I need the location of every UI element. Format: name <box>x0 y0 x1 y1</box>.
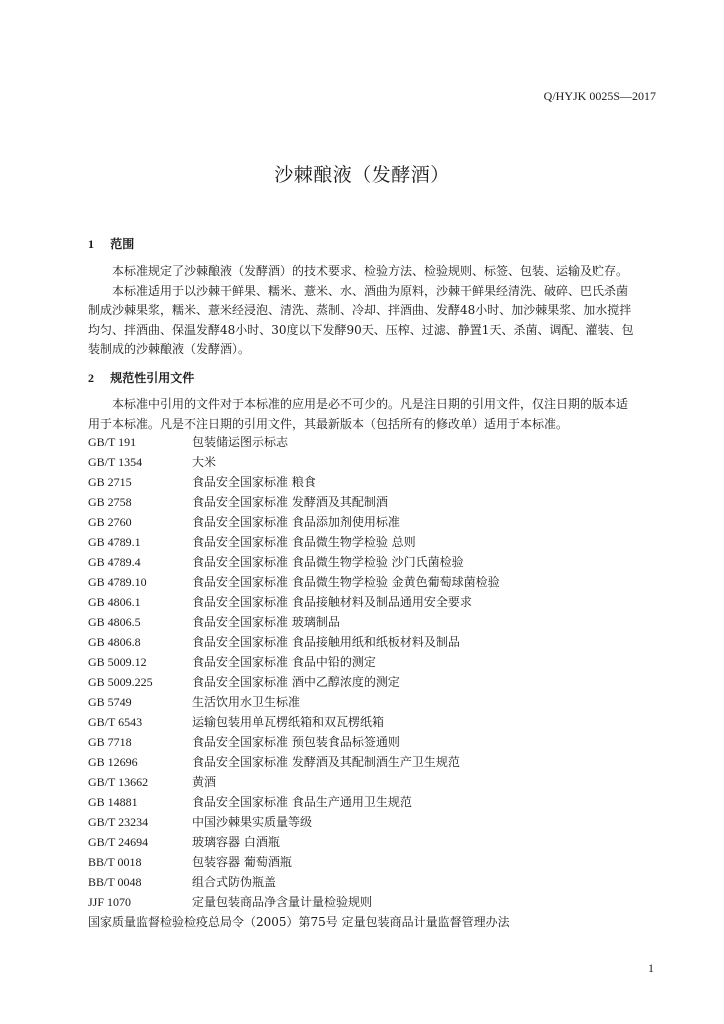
reference-code: GB/T 191 <box>88 435 137 449</box>
reference-row <box>88 812 668 832</box>
section-2-line: 本标准中引用的文件对于本标准的应用是必不可少的。凡是注日期的引用文件，仅注日期的版本适 <box>112 397 629 411</box>
reference-row <box>88 572 668 592</box>
reference-code: GB/T 23234 <box>88 815 149 829</box>
reference-title: 包装储运图示标志 <box>192 435 289 449</box>
reference-row <box>88 532 668 552</box>
reference-row <box>88 732 668 752</box>
section-1-line: 制成沙棘果浆，糯米、薏米经浸泡、清洗、蒸制、冷却、拌酒曲、发酵48小时、加沙棘果浆、加水搅拌 <box>88 303 632 317</box>
reference-title: 黄酒 <box>192 775 217 789</box>
reference-row <box>88 712 668 732</box>
document-title: 沙棘酿液（发酵酒） <box>274 164 450 186</box>
reference-title: 生活饮用水卫生标准 <box>192 695 301 709</box>
reference-row <box>88 612 668 632</box>
reference-code: GB 5009.12 <box>88 655 147 669</box>
reference-row <box>88 892 668 912</box>
reference-code: GB 4806.5 <box>88 615 141 629</box>
reference-code: GB/T 1354 <box>88 455 143 469</box>
reference-row <box>88 652 668 672</box>
reference-title: 包装容器 葡萄酒瓶 <box>192 855 292 869</box>
reference-code: GB 4806.8 <box>88 635 141 649</box>
reference-title: 食品安全国家标准 食品生产通用卫生规范 <box>192 795 412 809</box>
reference-code: GB 2758 <box>88 495 132 509</box>
reference-title: 食品安全国家标准 粮食 <box>192 475 316 489</box>
reference-title: 食品安全国家标准 食品微生物学检验 金黄色葡萄球菌检验 <box>192 575 500 589</box>
reference-code: JJF 1070 <box>88 895 132 909</box>
reference-row <box>88 692 668 712</box>
reference-title: 组合式防伪瓶盖 <box>192 875 277 889</box>
reference-code: GB 5749 <box>88 695 132 709</box>
reference-row <box>88 832 668 852</box>
reference-row <box>88 632 668 652</box>
section-2-heading <box>88 369 194 386</box>
section-2-body <box>88 395 656 434</box>
section-1-line: 装制成的沙棘酿液（发酵酒）。 <box>88 342 251 356</box>
reference-row <box>88 512 668 532</box>
reference-code: GB 2760 <box>88 515 132 529</box>
reference-code: GB 4806.1 <box>88 595 141 609</box>
reference-title: 食品安全国家标准 发酵酒及其配制酒生产卫生规范 <box>192 755 460 769</box>
reference-code: GB/T 24694 <box>88 835 149 849</box>
section-2-line: 用于本标准。凡是不注日期的引用文件，其最新版本（包括所有的修改单）适用于本标准。 <box>88 416 569 431</box>
section-1-line: 本标准规定了沙棘酿液（发酵酒）的技术要求、检验方法、检验规则、标签、包装、运输及贮存。 <box>112 264 629 278</box>
reference-title: 食品安全国家标准 发酵酒及其配制酒 <box>192 495 388 509</box>
reference-row <box>88 772 668 792</box>
reference-code: GB 7718 <box>88 735 132 749</box>
reference-code: GB 4789.4 <box>88 555 141 569</box>
reference-row <box>88 672 668 692</box>
section-1-title: 范围 <box>110 237 135 251</box>
reference-title: 食品安全国家标准 玻璃制品 <box>192 615 340 629</box>
reference-title: 食品安全国家标准 食品接触用纸和纸板材料及制品 <box>192 635 460 649</box>
reference-row <box>88 852 668 872</box>
reference-title: 玻璃容器 白酒瓶 <box>192 835 280 849</box>
reference-row <box>88 452 668 472</box>
reference-title: 中国沙棘果实质量等级 <box>192 815 313 829</box>
reference-code: BB/T 0018 <box>88 855 142 869</box>
reference-row <box>88 592 668 612</box>
reference-code: GB 4789.10 <box>88 575 147 589</box>
section-1-heading <box>88 235 134 252</box>
section-1-number: 1 <box>88 237 94 251</box>
reference-title: 食品安全国家标准 食品添加剂使用标准 <box>192 515 400 529</box>
reference-row <box>88 872 668 892</box>
section-1-line: 均匀、拌酒曲、保温发酵48小时、30度以下发酵90天、压榨、过滤、静置1天、杀菌、调配、灌装、包 <box>88 322 634 337</box>
reference-title: 食品安全国家标准 预包装食品标签通则 <box>192 735 400 749</box>
reference-full-line: 国家质量监督检验检疫总局令（2005）第75号 定量包装商品计量监督管理办法 <box>88 915 510 929</box>
reference-row <box>88 792 668 812</box>
reference-row <box>88 472 668 492</box>
reference-title: 运输包装用单瓦楞纸箱和双瓦楞纸箱 <box>192 715 385 729</box>
reference-code: BB/T 0048 <box>88 875 142 889</box>
section-1-body <box>88 262 656 360</box>
reference-title: 食品安全国家标准 食品微生物学检验 总则 <box>192 535 416 549</box>
normative-references-list <box>88 432 668 932</box>
reference-row <box>88 752 668 772</box>
reference-code: GB 2715 <box>88 475 132 489</box>
reference-code: GB/T 6543 <box>88 715 143 729</box>
reference-code: GB/T 13662 <box>88 775 149 789</box>
document-code: Q/HYJK 0025S—2017 <box>543 89 656 103</box>
reference-title: 食品安全国家标准 食品微生物学检验 沙门氏菌检验 <box>192 555 464 569</box>
reference-row <box>88 492 668 512</box>
reference-title: 食品安全国家标准 酒中乙醇浓度的测定 <box>192 675 400 689</box>
reference-row <box>88 912 668 932</box>
reference-row <box>88 432 668 452</box>
reference-code: GB 5009.225 <box>88 675 153 689</box>
reference-code: GB 4789.1 <box>88 535 141 549</box>
section-2-title: 规范性引用文件 <box>110 371 195 385</box>
section-1-line: 本标准适用于以沙棘干鲜果、糯米、薏米、水、酒曲为原料，沙棘干鲜果经清洗、破碎、巴氏杀菌 <box>112 283 629 298</box>
page-number: 1 <box>648 961 654 975</box>
reference-code: GB 14881 <box>88 795 138 809</box>
reference-code: GB 12696 <box>88 755 138 769</box>
reference-title: 食品安全国家标准 食品中铅的测定 <box>192 655 376 669</box>
reference-row <box>88 552 668 572</box>
reference-title: 食品安全国家标准 食品接触材料及制品通用安全要求 <box>192 595 472 609</box>
reference-title: 定量包装商品净含量计量检验规则 <box>192 895 373 909</box>
reference-title: 大米 <box>192 455 217 469</box>
section-2-number: 2 <box>88 371 94 385</box>
